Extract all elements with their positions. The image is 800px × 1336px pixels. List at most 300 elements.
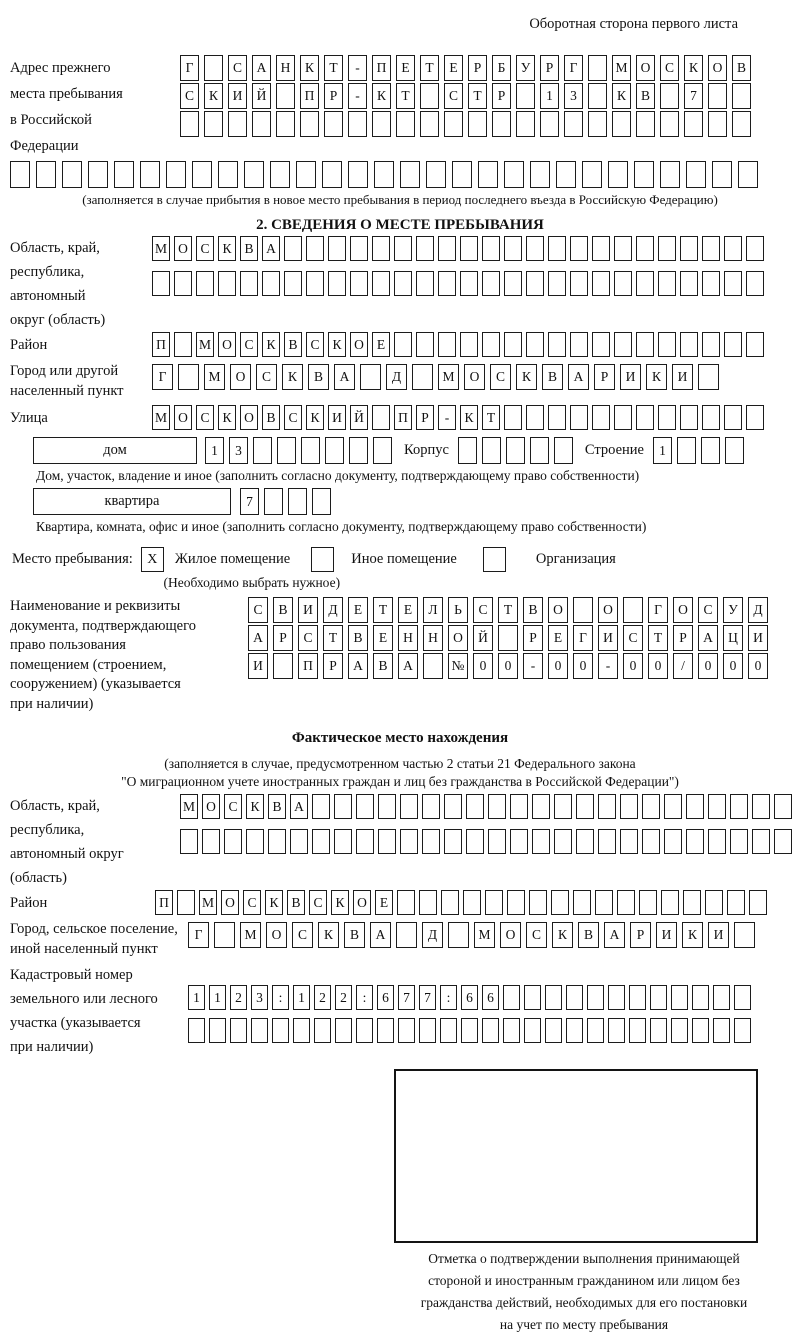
char-cell	[209, 1018, 226, 1043]
char-cell: В	[578, 922, 599, 948]
raion-block	[10, 332, 790, 358]
char-cell	[636, 111, 655, 137]
char-cell	[540, 111, 559, 137]
char-cell	[664, 794, 682, 819]
char-cell: Ц	[723, 625, 743, 651]
stamp-note-line: Отметка о подтверждении выполнения принимающей	[428, 1251, 740, 1266]
char-cell	[324, 111, 343, 137]
kadastr-label-line: земельного или лесного	[10, 991, 158, 1007]
ulitsa-row	[152, 405, 764, 430]
char-cell	[588, 83, 607, 109]
doc-label-line: право пользования	[10, 637, 126, 653]
char-cell	[730, 829, 748, 854]
char-cell	[587, 985, 604, 1010]
char-cell	[276, 111, 295, 137]
char-cell: В	[348, 625, 368, 651]
char-cell: С	[660, 55, 679, 81]
char-cell: Т	[468, 83, 487, 109]
korpus-row	[458, 437, 573, 464]
char-cell: 1	[205, 437, 224, 464]
char-cell	[422, 794, 440, 819]
prev-address-row-2	[180, 83, 751, 109]
char-cell	[325, 437, 344, 464]
char-cell: Д	[748, 597, 768, 623]
char-cell	[468, 111, 487, 137]
char-cell	[348, 161, 368, 188]
char-cell: Н	[276, 55, 295, 81]
char-cell: А	[248, 625, 268, 651]
char-cell	[448, 922, 469, 948]
char-cell	[636, 236, 654, 261]
char-cell	[350, 271, 368, 296]
prev-address-label	[10, 55, 180, 159]
gorod-label-line: населенный пункт	[10, 382, 124, 399]
char-cell: С	[248, 597, 268, 623]
fact-gorod-row	[188, 922, 755, 948]
char-cell	[658, 271, 676, 296]
char-cell	[725, 437, 744, 464]
char-cell: Т	[324, 55, 343, 81]
char-cell	[504, 405, 522, 430]
char-cell: К	[331, 890, 349, 915]
char-cell	[252, 111, 271, 137]
char-cell: И	[672, 364, 693, 390]
char-cell: В	[287, 890, 305, 915]
char-cell	[218, 271, 236, 296]
char-cell: С	[298, 625, 318, 651]
char-cell: Р	[673, 625, 693, 651]
char-cell	[306, 236, 324, 261]
char-cell	[588, 111, 607, 137]
oblast-label-line: автономный	[10, 288, 86, 304]
char-cell	[510, 829, 528, 854]
char-cell	[732, 83, 751, 109]
char-cell	[466, 794, 484, 819]
char-cell	[444, 794, 462, 819]
char-cell: 1	[653, 437, 672, 464]
char-cell: Й	[350, 405, 368, 430]
char-cell: А	[398, 653, 418, 679]
char-cell	[746, 271, 764, 296]
char-cell	[253, 437, 272, 464]
char-cell: Р	[594, 364, 615, 390]
char-cell: Й	[252, 83, 271, 109]
stamp-note-line: на учет по месту пребывания	[499, 1317, 669, 1332]
kadastr-row-1	[188, 985, 751, 1010]
char-cell: К	[460, 405, 478, 430]
char-cell	[394, 236, 412, 261]
char-cell	[524, 985, 541, 1010]
char-cell	[394, 332, 412, 357]
char-cell	[290, 829, 308, 854]
fact-oblast-label-line: автономный округ	[10, 846, 124, 862]
char-cell	[426, 161, 446, 188]
char-cell: 0	[548, 653, 568, 679]
char-cell: К	[552, 922, 573, 948]
char-cell: И	[248, 653, 268, 679]
char-cell	[268, 829, 286, 854]
char-cell	[466, 829, 484, 854]
char-cell	[686, 794, 704, 819]
char-cell	[204, 111, 223, 137]
char-cell	[608, 161, 628, 188]
char-cell: 2	[230, 985, 247, 1010]
fact-oblast-grid	[180, 794, 792, 854]
char-cell: Г	[564, 55, 583, 81]
char-cell: С	[490, 364, 511, 390]
char-cell: Й	[473, 625, 493, 651]
char-cell	[582, 161, 602, 188]
char-cell	[702, 332, 720, 357]
char-cell	[608, 985, 625, 1010]
fact-gorod-label	[10, 920, 188, 959]
char-cell: Л	[423, 597, 443, 623]
char-cell	[488, 794, 506, 819]
char-cell: С	[292, 922, 313, 948]
char-cell: О	[598, 597, 618, 623]
oblast-label-line: Область, край,	[10, 240, 100, 256]
page-title: Оборотная сторона первого листа	[529, 16, 738, 32]
char-cell	[416, 271, 434, 296]
char-cell: А	[252, 55, 271, 81]
char-cell: 3	[229, 437, 248, 464]
char-cell	[273, 653, 293, 679]
char-cell	[482, 236, 500, 261]
char-cell	[639, 890, 657, 915]
prev-address-row-4	[10, 161, 790, 188]
char-cell	[774, 829, 792, 854]
char-cell: О	[202, 794, 220, 819]
char-cell	[634, 161, 654, 188]
char-cell: 3	[564, 83, 583, 109]
fact-oblast-row-1	[180, 794, 792, 819]
char-cell: К	[372, 83, 391, 109]
gorod-block	[10, 362, 790, 401]
char-cell	[734, 1018, 751, 1043]
char-cell	[328, 271, 346, 296]
prev-address-section	[10, 55, 790, 159]
prev-address-label-line: места пребывания	[10, 86, 123, 102]
char-cell	[617, 890, 635, 915]
char-cell	[482, 437, 501, 464]
organizatsiya-label: Организация	[535, 551, 616, 567]
char-cell	[650, 1018, 667, 1043]
mesto-label: Место пребывания:	[12, 551, 133, 567]
char-cell	[460, 236, 478, 261]
korpus-label: Корпус	[404, 442, 449, 458]
char-cell	[712, 161, 732, 188]
oblast-grid	[152, 236, 764, 296]
char-cell	[114, 161, 134, 188]
char-cell: Т	[420, 55, 439, 81]
gorod-label-line: Город или другой	[10, 363, 119, 379]
char-cell: М	[474, 922, 495, 948]
char-cell: С	[306, 332, 324, 357]
kvartira-number-row	[240, 488, 331, 515]
stroenie-label: Строение	[584, 442, 644, 458]
char-cell: С	[623, 625, 643, 651]
char-cell: 0	[748, 653, 768, 679]
zhiloe-checkbox: X	[141, 547, 164, 572]
char-cell	[595, 890, 613, 915]
stroenie-row	[653, 437, 744, 464]
doc-label-line: при наличии)	[10, 695, 94, 712]
char-cell: У	[516, 55, 535, 81]
char-cell	[636, 405, 654, 430]
dom-number-row	[205, 437, 392, 464]
char-cell	[438, 271, 456, 296]
char-cell: В	[523, 597, 543, 623]
char-cell: 1	[540, 83, 559, 109]
mesto-note: (Необходимо выбрать нужное)	[163, 575, 341, 590]
char-cell	[498, 625, 518, 651]
char-cell	[545, 985, 562, 1010]
char-cell	[636, 271, 654, 296]
prev-address-row-3	[180, 111, 751, 137]
char-cell	[348, 111, 367, 137]
char-cell	[272, 1018, 289, 1043]
kadastr-block	[10, 963, 790, 1059]
char-cell: Т	[648, 625, 668, 651]
char-cell: С	[309, 890, 327, 915]
char-cell	[460, 271, 478, 296]
char-cell: О	[353, 890, 371, 915]
char-cell	[152, 271, 170, 296]
char-cell	[698, 364, 719, 390]
char-cell	[650, 985, 667, 1010]
char-cell	[592, 271, 610, 296]
char-cell	[264, 488, 283, 515]
doc-row-2	[248, 625, 768, 651]
kadastr-label-line: Кадастровый номер	[10, 967, 133, 983]
kadastr-label	[10, 963, 188, 1059]
char-cell: 6	[482, 985, 499, 1010]
fact-gorod-block	[10, 920, 790, 959]
char-cell	[749, 890, 767, 915]
char-cell	[506, 437, 525, 464]
fact-oblast-row-2	[180, 829, 792, 854]
char-cell	[588, 55, 607, 81]
char-cell	[62, 161, 82, 188]
char-cell: 1	[209, 985, 226, 1010]
char-cell	[300, 111, 319, 137]
fact-title: Фактическое место нахождения	[291, 730, 509, 746]
char-cell: 0	[623, 653, 643, 679]
char-cell	[746, 405, 764, 430]
char-cell	[276, 83, 295, 109]
char-cell	[312, 829, 330, 854]
organizatsiya-checkbox	[483, 547, 506, 572]
char-cell: Т	[396, 83, 415, 109]
char-cell	[452, 161, 472, 188]
prev-address-row-1	[180, 55, 751, 81]
char-cell	[88, 161, 108, 188]
char-cell	[573, 597, 593, 623]
char-cell	[335, 1018, 352, 1043]
char-cell	[398, 1018, 415, 1043]
char-cell	[372, 236, 390, 261]
char-cell	[680, 236, 698, 261]
char-cell: Т	[482, 405, 500, 430]
char-cell: И	[328, 405, 346, 430]
char-cell: А	[334, 364, 355, 390]
char-cell	[372, 271, 390, 296]
fact-gorod-label-line: Город, сельское поселение,	[10, 921, 178, 937]
char-cell	[373, 437, 392, 464]
char-cell: А	[568, 364, 589, 390]
doc-label-line: Наименование и реквизиты	[10, 598, 181, 614]
char-cell	[680, 405, 698, 430]
char-cell	[218, 161, 238, 188]
dom-block	[10, 437, 790, 464]
char-cell	[660, 111, 679, 137]
char-cell	[444, 111, 463, 137]
doc-label-line: помещением (строением,	[10, 656, 167, 673]
char-cell	[526, 405, 544, 430]
char-cell	[702, 405, 720, 430]
char-cell	[724, 236, 742, 261]
char-cell	[746, 332, 764, 357]
doc-label-line: сооружением) (указывается	[10, 676, 181, 692]
char-cell	[288, 488, 307, 515]
char-cell: А	[370, 922, 391, 948]
char-cell	[228, 111, 247, 137]
char-cell	[530, 437, 549, 464]
char-cell	[746, 236, 764, 261]
kadastr-grid	[188, 963, 751, 1043]
char-cell: Е	[396, 55, 415, 81]
char-cell	[727, 890, 745, 915]
char-cell	[377, 1018, 394, 1043]
char-cell: /	[673, 653, 693, 679]
char-cell: О	[218, 332, 236, 357]
char-cell	[458, 437, 477, 464]
char-cell: №	[448, 653, 468, 679]
prev-address-note: (заполняется в случае прибытия в новое место пребывания в период последнего въезда в Российскую Федерацию)	[82, 192, 718, 207]
char-cell	[524, 1018, 541, 1043]
fact-oblast-label-line: Область, край,	[10, 798, 100, 814]
char-cell: -	[598, 653, 618, 679]
oblast-row-2	[152, 271, 764, 296]
char-cell	[482, 332, 500, 357]
char-cell: П	[155, 890, 173, 915]
char-cell: К	[318, 922, 339, 948]
char-cell: -	[523, 653, 543, 679]
fact-oblast-label-line: республика,	[10, 822, 85, 838]
char-cell	[526, 332, 544, 357]
char-cell	[400, 161, 420, 188]
char-cell: 0	[473, 653, 493, 679]
char-cell: К	[204, 83, 223, 109]
ulitsa-label: Улица	[10, 410, 48, 426]
inoe-checkbox	[311, 547, 334, 572]
char-cell	[360, 364, 381, 390]
char-cell: М	[180, 794, 198, 819]
char-cell: А	[604, 922, 625, 948]
char-cell: В	[284, 332, 302, 357]
char-cell	[608, 1018, 625, 1043]
char-cell: К	[265, 890, 283, 915]
char-cell: Р	[630, 922, 651, 948]
char-cell: И	[298, 597, 318, 623]
char-cell: К	[282, 364, 303, 390]
char-cell: Г	[188, 922, 209, 948]
char-cell: 7	[419, 985, 436, 1010]
char-cell	[680, 332, 698, 357]
char-cell: Ь	[448, 597, 468, 623]
char-cell	[180, 829, 198, 854]
mesto-block	[10, 547, 790, 572]
char-cell	[516, 111, 535, 137]
char-cell	[598, 794, 616, 819]
char-cell: Г	[152, 364, 173, 390]
char-cell	[629, 985, 646, 1010]
char-cell	[180, 111, 199, 137]
char-cell	[306, 271, 324, 296]
char-cell	[396, 111, 415, 137]
char-cell: Р	[324, 83, 343, 109]
char-cell	[188, 1018, 205, 1043]
char-cell	[356, 829, 374, 854]
fact-oblast-label-line: (область)	[10, 870, 67, 886]
char-cell	[397, 890, 415, 915]
char-cell	[702, 271, 720, 296]
kvartira-note: Квартира, комната, офис и иное (заполнить согласно документу, подтверждающему право собственности)	[36, 519, 647, 534]
char-cell: -	[438, 405, 456, 430]
zhiloe-label: Жилое помещение	[174, 551, 291, 567]
char-cell	[312, 488, 331, 515]
char-cell	[686, 829, 704, 854]
doc-row-3	[248, 653, 768, 679]
char-cell	[708, 794, 726, 819]
char-cell: П	[152, 332, 170, 357]
char-cell	[708, 83, 727, 109]
char-cell	[680, 271, 698, 296]
char-cell	[504, 161, 524, 188]
char-cell: П	[298, 653, 318, 679]
char-cell: К	[612, 83, 631, 109]
char-cell	[378, 794, 396, 819]
char-cell	[623, 597, 643, 623]
char-cell: Г	[573, 625, 593, 651]
char-cell: О	[230, 364, 251, 390]
char-cell	[140, 161, 160, 188]
char-cell	[732, 111, 751, 137]
char-cell	[400, 829, 418, 854]
char-cell	[664, 829, 682, 854]
char-cell: Б	[492, 55, 511, 81]
char-cell	[576, 794, 594, 819]
char-cell: :	[272, 985, 289, 1010]
char-cell: Р	[523, 625, 543, 651]
oblast-label-line: республика,	[10, 264, 85, 280]
char-cell	[503, 985, 520, 1010]
char-cell: В	[308, 364, 329, 390]
char-cell: 0	[498, 653, 518, 679]
char-cell: Р	[540, 55, 559, 81]
doc-block	[10, 597, 790, 714]
char-cell	[774, 794, 792, 819]
char-cell	[419, 1018, 436, 1043]
char-cell: 7	[240, 488, 259, 515]
char-cell	[702, 236, 720, 261]
char-cell: Е	[373, 625, 393, 651]
char-cell	[485, 890, 503, 915]
prev-address-label-line: Федерации	[10, 138, 79, 154]
fact-raion-row	[155, 890, 767, 915]
char-cell	[614, 332, 632, 357]
char-cell: О	[266, 922, 287, 948]
